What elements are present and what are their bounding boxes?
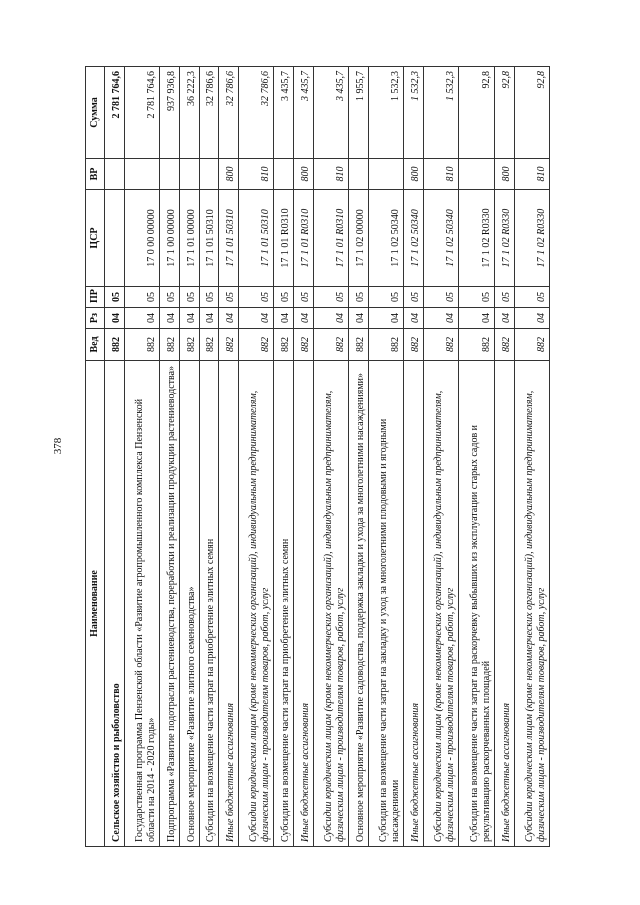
row-rz-cell: 04 — [349, 308, 369, 329]
row-sum-cell: 32 786,6 — [219, 67, 239, 159]
header-vr: ВР — [86, 159, 105, 190]
row-vr-cell: 800 — [219, 159, 239, 190]
row-sum-cell: 36 222,3 — [179, 67, 199, 159]
table-body — [105, 67, 550, 847]
table-row — [423, 67, 458, 847]
row-ved-cell: 882 — [238, 329, 273, 361]
table-row — [219, 67, 239, 847]
row-ved-cell: 882 — [368, 329, 403, 361]
header-sum: Сумма — [86, 67, 105, 159]
row-name-cell: Субсидии на возмещение части затрат на раскорчевку выбывших из эксплуатации старых садов и рекультивацию раскорчеванных площадей — [459, 361, 494, 847]
row-sum-cell: 937 936,8 — [160, 67, 180, 159]
row-vr-cell — [199, 159, 219, 190]
row-pr-cell: 05 — [179, 287, 199, 308]
row-sum-cell: 1 532,3 — [368, 67, 403, 159]
row-rz-cell: 04 — [124, 308, 159, 329]
row-name-cell: Иные бюджетные ассигнования — [219, 361, 239, 847]
row-rz-cell: 04 — [160, 308, 180, 329]
row-pr-cell: 05 — [423, 287, 458, 308]
table-row — [105, 67, 125, 847]
row-pr-cell: 05 — [494, 287, 514, 308]
row-csr-cell: 17 0 00 00000 — [124, 190, 159, 287]
table-header-row — [86, 67, 105, 847]
row-pr-cell: 05 — [105, 287, 125, 308]
table-row — [238, 67, 273, 847]
row-ved-cell: 882 — [404, 329, 424, 361]
row-vr-cell — [368, 159, 403, 190]
row-rz-cell: 04 — [199, 308, 219, 329]
row-vr-cell — [274, 159, 294, 190]
rotated-table-container — [85, 67, 550, 847]
row-csr-cell: 17 1 01 00000 — [179, 190, 199, 287]
row-ved-cell: 882 — [179, 329, 199, 361]
row-name-cell: Сельское хозяйство и рыболовство — [105, 361, 125, 847]
table-row — [274, 67, 294, 847]
row-vr-cell: 800 — [494, 159, 514, 190]
row-name-cell: Субсидии юридическим лицам (кроме некоммерческих организаций), индивидуальным предпринимателям, физическим лицам - производителям товаров, работ, услуг — [423, 361, 458, 847]
row-name-cell: Субсидии юридическим лицам (кроме некоммерческих организаций), индивидуальным предпринимателям, физическим лицам - производителям товаров, работ, услуг — [238, 361, 273, 847]
header-pr: ПР — [86, 287, 105, 308]
row-csr-cell: 17 1 02 00000 — [349, 190, 369, 287]
row-sum-cell: 2 781 764,6 — [105, 67, 125, 159]
row-ved-cell: 882 — [313, 329, 348, 361]
table-row — [160, 67, 180, 847]
table-row — [368, 67, 403, 847]
table-row — [349, 67, 369, 847]
table-row — [294, 67, 314, 847]
row-rz-cell: 04 — [459, 308, 494, 329]
row-ved-cell: 882 — [349, 329, 369, 361]
row-pr-cell: 05 — [160, 287, 180, 308]
row-sum-cell: 92,8 — [514, 67, 550, 159]
row-pr-cell: 05 — [124, 287, 159, 308]
header-name: Наименование — [86, 361, 105, 847]
row-sum-cell: 1 532,3 — [404, 67, 424, 159]
row-name-cell: Основное мероприятие «Развитие садоводства, поддержка закладки и ухода за многолетними насаждениями» — [349, 361, 369, 847]
header-rz: Рз — [86, 308, 105, 329]
row-rz-cell: 04 — [294, 308, 314, 329]
row-sum-cell: 1 955,7 — [349, 67, 369, 159]
row-csr-cell: 17 1 02 50340 — [368, 190, 403, 287]
row-pr-cell: 05 — [349, 287, 369, 308]
row-csr-cell: 17 1 02 R0330 — [459, 190, 494, 287]
row-ved-cell: 882 — [494, 329, 514, 361]
row-ved-cell: 882 — [124, 329, 159, 361]
row-pr-cell: 05 — [459, 287, 494, 308]
page-number: 378 — [52, 437, 64, 455]
row-rz-cell: 04 — [105, 308, 125, 329]
row-csr-cell: 17 1 02 50340 — [404, 190, 424, 287]
row-vr-cell — [105, 159, 125, 190]
row-csr-cell: 17 1 02 50340 — [423, 190, 458, 287]
row-pr-cell: 05 — [294, 287, 314, 308]
row-csr-cell: 17 1 02 R0330 — [514, 190, 550, 287]
row-name-cell: Субсидии юридическим лицам (кроме некоммерческих организаций), индивидуальным предпринимателям, физическим лицам - производителям товаров, работ, услуг — [514, 361, 550, 847]
row-pr-cell: 05 — [238, 287, 273, 308]
row-ved-cell: 882 — [459, 329, 494, 361]
row-name-cell: Государственная программа Пензенской области «Развитие агропромышленного комплекса Пензенской области на 2014 - 2020 годы» — [124, 361, 159, 847]
row-pr-cell: 05 — [514, 287, 550, 308]
row-sum-cell: 3 435,7 — [313, 67, 348, 159]
row-csr-cell: 17 1 01 50310 — [199, 190, 219, 287]
row-ved-cell: 882 — [160, 329, 180, 361]
row-sum-cell: 3 435,7 — [294, 67, 314, 159]
row-name-cell: Субсидии на возмещение части затрат на приобретение элитных семян — [274, 361, 294, 847]
row-rz-cell: 04 — [514, 308, 550, 329]
row-rz-cell: 04 — [404, 308, 424, 329]
table-row — [124, 67, 159, 847]
row-rz-cell: 04 — [313, 308, 348, 329]
row-name-cell: Иные бюджетные ассигнования — [404, 361, 424, 847]
row-vr-cell — [459, 159, 494, 190]
row-pr-cell: 05 — [368, 287, 403, 308]
row-name-cell: Подпрограмма «Развитие подотрасли растениеводства, переработки и реализации продукции растениеводства» — [160, 361, 180, 847]
row-vr-cell: 810 — [423, 159, 458, 190]
table-row — [494, 67, 514, 847]
row-csr-cell: 17 1 01 R0310 — [294, 190, 314, 287]
row-pr-cell: 05 — [313, 287, 348, 308]
row-ved-cell: 882 — [423, 329, 458, 361]
row-pr-cell: 05 — [404, 287, 424, 308]
row-csr-cell: 17 1 01 R0310 — [274, 190, 294, 287]
row-name-cell: Иные бюджетные ассигнования — [494, 361, 514, 847]
row-rz-cell: 04 — [368, 308, 403, 329]
row-name-cell: Субсидии на возмещение части затрат на приобретение элитных семян — [199, 361, 219, 847]
row-sum-cell: 2 781 764,6 — [124, 67, 159, 159]
row-rz-cell: 04 — [274, 308, 294, 329]
table-row — [404, 67, 424, 847]
row-name-cell: Субсидии юридическим лицам (кроме некоммерческих организаций), индивидуальным предпринимателям, физическим лицам - производителям товаров, работ, услуг — [313, 361, 348, 847]
row-rz-cell: 04 — [238, 308, 273, 329]
row-csr-cell: 17 1 02 R0330 — [494, 190, 514, 287]
row-sum-cell: 92,8 — [459, 67, 494, 159]
budget-table — [85, 66, 550, 847]
row-rz-cell: 04 — [423, 308, 458, 329]
row-name-cell: Иные бюджетные ассигнования — [294, 361, 314, 847]
table-row — [313, 67, 348, 847]
row-sum-cell: 92,8 — [494, 67, 514, 159]
row-csr-cell: 17 1 00 00000 — [160, 190, 180, 287]
row-vr-cell — [179, 159, 199, 190]
row-vr-cell — [160, 159, 180, 190]
table-row — [459, 67, 494, 847]
row-ved-cell: 882 — [105, 329, 125, 361]
row-pr-cell: 05 — [199, 287, 219, 308]
row-pr-cell: 05 — [274, 287, 294, 308]
row-csr-cell: 17 1 01 50310 — [219, 190, 239, 287]
row-pr-cell: 05 — [219, 287, 239, 308]
table-row — [199, 67, 219, 847]
row-ved-cell: 882 — [294, 329, 314, 361]
row-vr-cell: 800 — [404, 159, 424, 190]
row-csr-cell — [105, 190, 125, 287]
row-ved-cell: 882 — [514, 329, 550, 361]
row-ved-cell: 882 — [199, 329, 219, 361]
header-ved: Вед — [86, 329, 105, 361]
row-vr-cell: 810 — [238, 159, 273, 190]
row-rz-cell: 04 — [219, 308, 239, 329]
row-name-cell: Субсидии на возмещение части затрат на закладку и уход за многолетними плодовыми и ягодными насаждениями — [368, 361, 403, 847]
header-csr: ЦСР — [86, 190, 105, 287]
row-sum-cell: 32 786,6 — [199, 67, 219, 159]
row-vr-cell — [349, 159, 369, 190]
row-name-cell: Основное мероприятие «Развитие элитного семеноводства» — [179, 361, 199, 847]
row-rz-cell: 04 — [179, 308, 199, 329]
row-ved-cell: 882 — [219, 329, 239, 361]
row-sum-cell: 3 435,7 — [274, 67, 294, 159]
row-sum-cell: 1 532,3 — [423, 67, 458, 159]
row-csr-cell: 17 1 01 R0310 — [313, 190, 348, 287]
row-vr-cell: 800 — [294, 159, 314, 190]
row-vr-cell: 810 — [514, 159, 550, 190]
row-rz-cell: 04 — [494, 308, 514, 329]
row-csr-cell: 17 1 01 50310 — [238, 190, 273, 287]
row-ved-cell: 882 — [274, 329, 294, 361]
table-row — [514, 67, 550, 847]
row-vr-cell: 810 — [313, 159, 348, 190]
row-sum-cell: 32 786,6 — [238, 67, 273, 159]
table-row — [179, 67, 199, 847]
row-vr-cell — [124, 159, 159, 190]
